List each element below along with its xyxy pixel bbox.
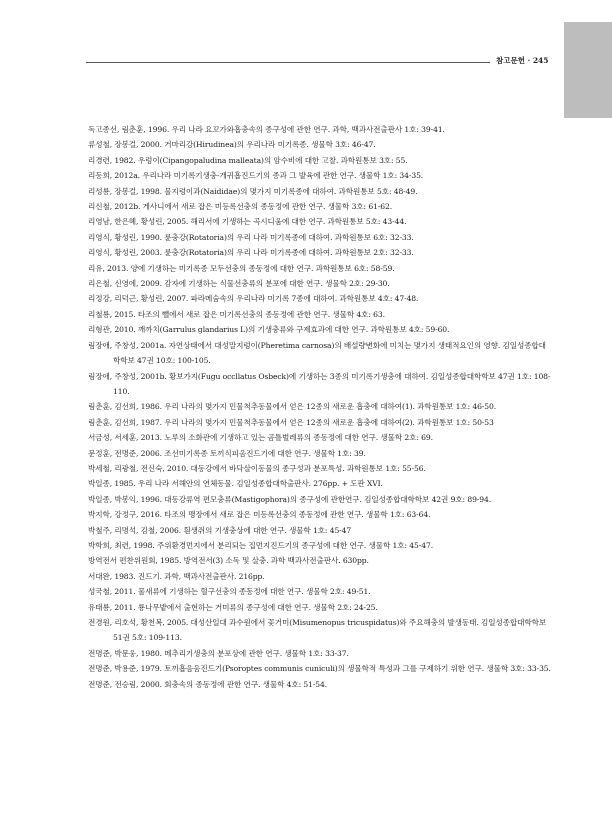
reference-entry: 림춘훈, 김선희, 1986. 우리 나라의 몇가지 민물척추동물에서 얻은 12종의 새로운 흡충에 대하여(1). 과학원통보 1호: 46-50. [88, 402, 497, 412]
reference-entry: 성국철, 2011. 물새류에 기생하는 혈구선충의 종동정에 대한 연구. 생물학 2호: 49-51. [88, 587, 371, 597]
reference-entry: 방역전서 편찬위원회, 1985. 방역전서(3) 소독 및 살충. 과학 백과사전출판사. 630pp. [88, 556, 369, 566]
reference-entry: 리형관, 2010. 깨까치(Garrulus glandarius L)의 기생충류와 구제효과에 대한 연구. 과학원통보 4호: 59-60. [88, 325, 450, 335]
reference-entry: 리성룡, 장봉걸, 1998. 물지렁이과(Naididae)의 몇가지 미기록종에 대하여. 과학원통보 5호: 48-49. [88, 186, 418, 196]
header-rule [86, 62, 490, 63]
reference-entry: 박세철, 리광철, 전신숙, 2010. 대동강에서 바닥살이동물의 종구성과 분포특성. 과학원통보 1호: 55-56. [88, 463, 426, 473]
reference-entry: 박철주, 리명석, 김철, 2006. 흰생쥐의 기생충상에 대한 연구. 생물학 1호: 45-47 [88, 525, 352, 535]
running-header: 참고문헌 · 245 [496, 56, 549, 65]
reference-entry: 박일종, 1985. 우리 나라 서해안의 연체동물. 김일성종합대학출판사. 276pp. + 도판 XVI. [88, 479, 383, 489]
reference-entry: 유태룡, 2011. 룡나무밭에서 출현하는 거미류의 종구성에 대한 연구. 생물학 2호: 24-25. [88, 602, 378, 612]
reference-entry: 림장애, 주창성, 2001a. 자연상태에서 대성말지렁이(Pheretima carnosa)의 배설량변화에 미치는 몇가지 생태적요인의 영향. 김일성종합대학학보 47권 10호: 100-105. [88, 340, 546, 366]
reference-entry: 리경련, 1982. 우렁이(Cipangopaludina malleata)의 암수비에 대한 고찰. 과학원통보 3호: 55. [88, 155, 408, 165]
reference-entry: 림장애, 주창성, 2001b. 황보가지(Fugu occllatus Osbeck)에 기생하는 3종의 미기록기생충에 대하여. 김일성종합대학학보 47권 1호: 108-110. [88, 371, 551, 396]
reference-entry: 리영식, 황성린, 1990. 륜충강(Rotatoria)의 우리 나라 미기록종에 대하여. 과학원통보 6호: 32-33. [88, 232, 414, 242]
reference-entry: 전경원, 리호석, 황천복, 2005. 대성산일대 과수원에서 꽃거미(Misumenopus tricuspidatus)와 주요해충의 발생동태. 김일성종합대학학보 51권 5호: 109-113. [88, 618, 547, 643]
reference-entry: 전명준, 박용준, 1979. 토끼흡음옴진드기(Psoroptes communis cuniculi)의 생물학적 특성과 그를 구제하기 위한 연구. 생물학 3호: 33-35. [88, 664, 551, 674]
reference-entry: 박지학, 강정구, 2016. 타조의 맹장에서 새로 잡은 미등록선충의 종동정에 관한 연구. 생물학 1호: 63-64. [88, 510, 431, 520]
reference-entry: 리은철, 신영에, 2009. 감자에 기생하는 식물선충류의 분포에 대한 연구. 생물학 2호: 29-30. [88, 279, 390, 289]
chapter-side-tab [564, 22, 612, 118]
reference-entry: 리영남, 한은혜, 황성린, 2005. 해리서에 기생하는 곡시디움에 대한 연구. 과학원통보 5호: 43-44. [88, 217, 407, 227]
reference-entry: 서금성, 서세훈, 2013. 노루의 소화관에 기생하고 있는 곰틀벌레류의 종동정에 대한 연구. 생물학 2호: 69. [88, 433, 433, 443]
reference-entry: 리철룡, 2015. 타조의 뺄에서 새로 잡은 미기록선충의 종동정에 관한 연구. 생물학 4호: 63. [88, 309, 385, 319]
reference-entry: 독고종선, 림춘훈, 1996. 우리 나라 요꼬가와흡충속의 종구성에 관한 연구. 과학, 백과사전출판사 1호: 39-41. [88, 125, 445, 134]
reference-entry: 리유, 2013. 양에 기생하는 미기록종 모두선충의 종동정에 대한 연구. 과학원통보 6호: 58-59. [88, 263, 395, 273]
reference-entry: 류성철, 장봉걸, 2000. 거마리강(Hirudinea)의 우리나라 미기록종. 생물학 3호: 46-47. [88, 140, 376, 150]
reference-entry: 리정강, 리덕근, 황성린, 2007. 파라메숨속의 우리나라 미기록 7종에 대하여. 과학원통보 4호: 47-48. [88, 294, 419, 304]
reference-entry: 전명준, 전승림, 2000. 회충속의 종동정에 관한 연구. 생물학 4호: 51-54. [88, 679, 328, 689]
reference-entry: 림춘훈, 김선희, 1987. 우리 나라의 몇가지 민물척추동물에서 얻은 12종의 새로운 흡충에 대하여(2). 과학원통보 1호: 50-53 [88, 417, 494, 427]
reference-entry: 문정훈, 전명준, 2006. 조선미기록종 토끼식피옴진드기에 대한 연구. 생물학 1호: 39. [88, 448, 366, 458]
reference-list [88, 122, 553, 692]
reference-entry: 리동희, 2012a. 우리나라 미기록기생충-개귀흡진드기의 종과 그 발육에 관한 연구. 생물학 1호: 34-35. [88, 171, 424, 181]
reference-entry: 박일종, 박봉익, 1996. 대동강류역 편모충류(Mastigophora)의 종구성에 관한연구. 김일성종합대학학보 42권 9호: 89-94. [88, 494, 492, 504]
reference-entry: 박학희, 최련, 1998. 주위환경먼지에서 분리되는 집먼지진드기의 종구성에 대한 연구. 생물학 1호: 45-47. [88, 540, 434, 550]
reference-entry: 리신철, 2012b. 게사니에서 새로 잡은 미등록선충의 종동정에 관한 연구. 생물학 3호: 61-62. [88, 202, 393, 212]
reference-entry: 서대완, 1983. 진드기. 과학, 백과사전출판사. 216pp. [88, 571, 265, 581]
reference-entry: 전명준, 박문웅, 1980. 메추리기생충의 분포상에 관한 연구. 생물학 1호: 33-37. [88, 648, 349, 658]
reference-entry: 리영식, 황성린, 2003. 륜충강(Rotatoria)의 우리 나라 미기록종에 대하여. 과학원통보 2호: 32-33. [88, 248, 414, 258]
